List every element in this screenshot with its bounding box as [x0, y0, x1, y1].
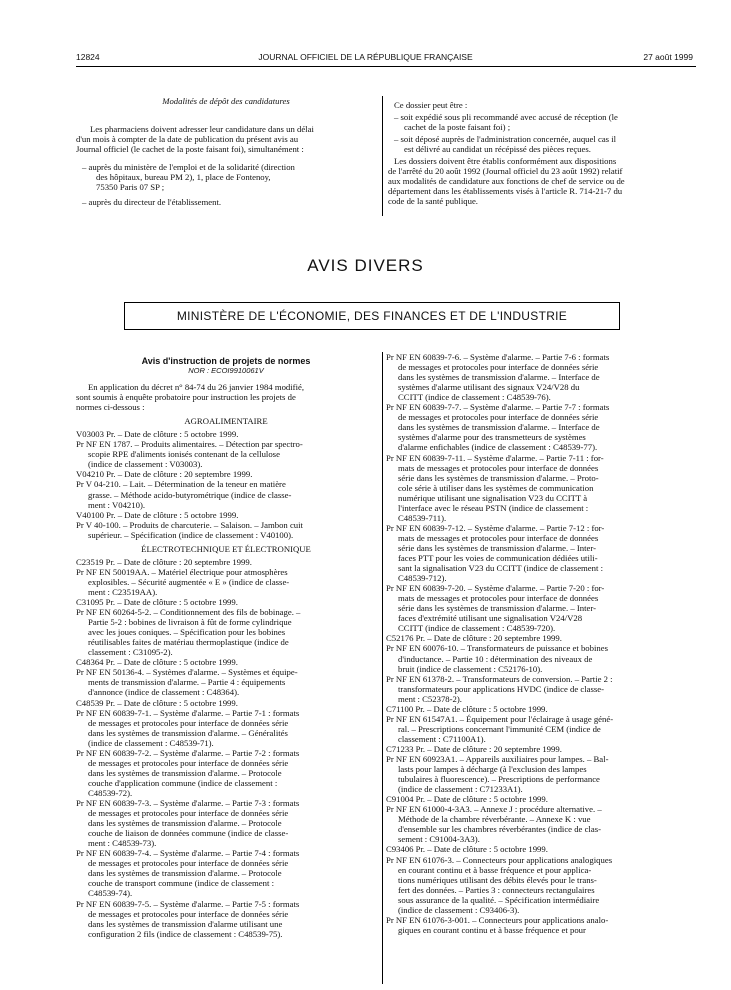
text-line: 75350 Paris 07 SP ; [96, 182, 165, 192]
text-line: couche de transport commune (indice de classement : [88, 878, 274, 889]
text-line: (indice de classement : C71233A1). [398, 784, 523, 795]
text-line: sont soumis à enquête probatoire pour instruction les projets de [76, 392, 296, 403]
text-line: C52176 Pr. – Date de clôture : 20 septembre 1999. [386, 633, 562, 644]
text-line: C48539-72). [88, 787, 133, 798]
text-line: Pr NF EN 60839-7-1. – Système d'alarme. – Partie 7-1 : formats [76, 707, 300, 718]
text-line: numérique utilisant une signalisation V23 du CCITT à [398, 492, 588, 503]
text-line: série dans les systèmes de transmission d'alarme. – Proto- [398, 472, 599, 483]
text-line: scopie RPE d'aliments ionisés contenant de la cellulose [88, 449, 280, 460]
text-line: C48539-712). [398, 573, 447, 584]
page-number: 12824 [76, 52, 100, 62]
text-line: Pr NF EN 1787. – Produits alimentaires. – Détection par spectro- [76, 439, 303, 450]
text-line: Ce dossier peut être : [394, 100, 468, 110]
text-line: Pr NF EN 60923A1. – Appareils auxiliaires pour lampes. – Bal- [386, 754, 609, 764]
text-line: explosibles. – Sécurité augmentée « E » (indice de classe- [88, 576, 290, 587]
candidature-heading: Modalités de dépôt des candidatures [162, 96, 290, 106]
text-line: Journal officiel (le cachet de la poste faisant foi), simultanément : [76, 144, 304, 154]
text-line: Pr NF EN 60839-7-6. – Système d'alarme. – Partie 7-6 : formats [386, 352, 610, 362]
text-line: de messages et protocoles pour interface de données série [88, 717, 289, 728]
notice-title: Avis d'instruction de projets de normes [141, 356, 311, 366]
text-line: dans les systèmes de transmission d'alarme. – Généralités [88, 727, 288, 738]
text-line: Pr NF EN 60839-7-2. – Système d'alarme. – Partie 7-2 : formats [76, 747, 300, 758]
text-line: lasts pour lampes à décharge (à l'exclusion des lampes [398, 764, 587, 775]
text-line: Pr NF EN 60264-5-2. – Conditionnement des fils de bobinage. – [76, 607, 301, 618]
text-line: de l'arrêté du 20 août 1992 (Journal officiel du 23 août 1992) relatif [388, 166, 623, 176]
text-line: série dans les systèmes de transmission d'alarme. – Inter- [398, 542, 597, 553]
text-line: département dans les établissements visés à l'article R. 714-21-7 du [388, 186, 623, 196]
text-line: C48364 Pr. – Date de clôture : 5 octobre 1999. [76, 657, 238, 668]
text-line: dans les systèmes de transmission d'alarme utilisant une [88, 918, 283, 929]
text-line: C93406 Pr. – Date de clôture : 5 octobre 1999. [386, 844, 548, 855]
text-line: de messages et protocoles pour interface de données série [398, 362, 599, 373]
text-line: systèmes d'alarme pour des transmetteurs de systèmes [398, 432, 586, 443]
text-line: Pr NF EN 61076-3. – Connecteurs pour applications analogiques [386, 854, 613, 865]
text-line: CCITT (indice de classement : C48539-76). [398, 392, 551, 403]
issue-date: 27 août 1999 [643, 52, 693, 62]
text-line: transformateurs pour applications HVDC (indice de classe- [398, 683, 605, 694]
text-line: normes ci-dessous : [76, 402, 145, 413]
text-line: ral. – Prescriptions concernant l'immunité CEM (indice de [398, 723, 601, 734]
text-line: V04210 Pr. – Date de clôture : 20 septembre 1999. [76, 469, 253, 480]
text-line: des hôpitaux, bureau PM 2), 1, place de Fontenoy, [96, 172, 271, 182]
text-line: fert des données. – Parties 3 : connecteurs rectangulaires [398, 884, 595, 895]
text-line: ment : C23519AA). [88, 586, 158, 597]
text-line: sement : C91004-3A3). [398, 834, 480, 845]
text-line: Pr NF EN 61547A1. – Équipement pour l'éclairage à usage géné- [386, 713, 614, 724]
text-line: Pr NF EN 60839-7-11. – Système d'alarme. – Partie 7-11 : for- [386, 452, 604, 463]
text-line: ment : C52378-2). [398, 693, 462, 704]
text-line: V03003 Pr. – Date de clôture : 5 octobre 1999. [76, 429, 239, 440]
text-line: série dans les systèmes de transmission d'alarme. – Inter- [398, 603, 597, 614]
text-line: C48539-74). [88, 888, 133, 899]
text-line: couche de liaison de données commune (indice de classe- [88, 828, 289, 839]
text-line: de messages et protocoles pour interface de données série [398, 412, 599, 423]
text-line: CCITT (indice de classement : C48539-720). [398, 623, 556, 634]
text-line: avec les joues coniques. – Spécification pour les bobines [88, 627, 286, 638]
text-line: classement : C71100A1). [398, 733, 486, 744]
text-line: dans les systèmes de transmission d'alarme. – Interface de [398, 372, 600, 383]
header-rule [76, 66, 696, 67]
text-line: mats de messages et protocoles pour interface de données [398, 532, 599, 543]
text-line: Pr NF EN 61076-3-001. – Connecteurs pour applications analo- [386, 914, 609, 925]
text-line: sant la signalisation V23 du CCITT (indice de classement : [398, 563, 604, 574]
text-line: Méthode de la chambre réverbérante. – Annexe K : vue [398, 814, 591, 825]
column-divider-top [382, 96, 383, 216]
text-line: Les pharmaciens doivent adresser leur candidature dans un délai [90, 124, 314, 134]
text-line: Pr NF EN 60076-10. – Transformateurs de puissance et bobines [386, 643, 608, 654]
text-line: – soit déposé auprès de l'administration concernée, auquel cas il [394, 134, 617, 144]
text-line: bruit (indice de classement : C52176-10). [398, 663, 543, 674]
text-line: ment : V04210). [88, 499, 146, 510]
text-line: tubulaires à fluorescence). – Prescriptions de performance [398, 774, 600, 785]
text-line: est délivré au candidat un récépissé des pièces reçues. [404, 144, 591, 154]
text-line: Partie 5-2 : bobines de livraison à fût de forme cylindrique [88, 617, 292, 628]
text-line: d'annonce (indice de classement : C48364). [88, 687, 240, 698]
text-line: Pr NF EN 60839-7-12. – Système d'alarme. – Partie 7-12 : for- [386, 522, 605, 533]
text-line: C71233 Pr. – Date de clôture : 20 septembre 1999. [386, 743, 562, 754]
text-line: réutilisables faites de matériau thermoplastique (indice de [88, 637, 289, 648]
journal-title: JOURNAL OFFICIEL DE LA RÉPUBLIQUE FRANÇAISE [258, 52, 473, 62]
text-line: de messages et protocoles pour interface de données série [88, 858, 289, 869]
text-line: V40100 Pr. – Date de clôture : 5 octobre 1999. [76, 509, 239, 520]
text-line: giques en courant continu et à basse fréquence et pour [398, 924, 586, 935]
text-line: de messages et protocoles pour interface de données série [88, 757, 289, 768]
text-line: C23519 Pr. – Date de clôture : 20 septembre 1999. [76, 556, 252, 567]
text-line: dans les systèmes de transmission d'alarme. – Protocole [88, 818, 282, 829]
text-line: Pr NF EN 50136-4. – Systèmes d'alarme. – Systèmes et équipe- [76, 667, 298, 678]
column-divider-main [382, 352, 383, 984]
text-line: dans les systèmes de transmission d'alarme. – Protocole [88, 868, 282, 879]
text-line: en courant continu et à basse fréquence et pour applica- [398, 864, 592, 875]
category-heading: ÉLECTROTECHNIQUE ET ÉLECTRONIQUE [141, 543, 311, 554]
text-line: grasse. – Méthode acido-butyrométrique (indice de classe- [88, 489, 292, 500]
text-line: Pr NF EN 60839-7-7. – Système d'alarme. – Partie 7-7 : formats [386, 402, 610, 413]
ministry-box [124, 302, 620, 330]
text-line: de messages et protocoles pour interface de données série [88, 808, 289, 819]
category-heading: AGROALIMENTAIRE [184, 416, 268, 427]
text-line: Pr NF EN 60839-7-5. – Système d'alarme. – Partie 7-5 : formats [76, 898, 300, 909]
text-line: d'ensemble sur les chambres réverbérantes (indice de clas- [398, 824, 601, 835]
text-line: dans les systèmes de transmission d'alarme. – Protocole [88, 767, 282, 778]
text-line: aux modalités de candidature aux fonctions de chef de service ou de [388, 176, 625, 186]
text-line: ment : C48539-73). [88, 838, 157, 849]
text-line: de messages et protocoles pour interface de données série [88, 908, 289, 919]
text-line: (indice de classement : V03003). [88, 459, 203, 470]
text-line: C91004 Pr. – Date de clôture : 5 octobre 1999. [386, 794, 548, 805]
text-line: sous assurance de la qualité. – Spécification intermédiaire [398, 894, 600, 905]
text-line: (indice de classement : C48539-71). [88, 737, 214, 748]
text-line: faces PTT pour les voies de communication dédiées utili- [398, 553, 598, 563]
text-line: – soit expédié sous pli recommandé avec accusé de réception (le [394, 112, 618, 122]
text-line: d'alarme enfichables (indice de classement : C48539-77). [398, 442, 598, 453]
text-line: C48539-711). [398, 512, 447, 523]
text-line: Pr V 40-100. – Produits de charcuterie. – Salaison. – Jambon cuit [76, 519, 303, 530]
text-line: classement : C31095-2). [88, 647, 173, 658]
text-line: systèmes d'alarme utilisant des signaux V24/V28 du [398, 382, 580, 393]
text-line: d'un mois à compter de la date de publication du présent avis au [76, 134, 299, 144]
text-line: C31095 Pr. – Date de clôture : 5 octobre 1999. [76, 597, 238, 607]
text-line: C71100 Pr. – Date de clôture : 5 octobre 1999. [386, 703, 548, 714]
text-line: Pr NF EN 61378-2. – Transformateurs de conversion. – Partie 2 : [386, 673, 613, 684]
text-line: tions numériques utilisant des débits élevés pour le trans- [398, 874, 597, 885]
text-line: Pr NF EN 50019AA. – Matériel électrique pour atmosphères [76, 566, 288, 577]
text-line: – auprès du directeur de l'établissement. [82, 197, 222, 207]
ministry-name: MINISTÈRE DE L'ÉCONOMIE, DES FINANCES ET DE L'INDUSTRIE [176, 309, 568, 323]
text-line: En application du décret n° 84-74 du 26 janvier 1984 modifié, [88, 382, 305, 392]
text-line: configuration 2 fils (indice de classement : C48539-75). [88, 928, 283, 939]
text-line: C48539 Pr. – Date de clôture : 5 octobre 1999. [76, 697, 238, 708]
text-line: mats de messages et protocoles pour interface de données [398, 593, 599, 604]
text-line: dans les systèmes de transmission d'alarme. – Interface de [398, 422, 600, 433]
text-line: Pr NF EN 61000-4-3A3. – Annexe J : procédure alternative. – [386, 804, 602, 815]
nor-reference: NOR : ECOI9910061V [188, 366, 264, 375]
section-title: AVIS DIVERS [307, 256, 424, 275]
text-line: l'interface avec le réseau PSTN (indice de classement : [398, 502, 589, 513]
text-line: Pr NF EN 60839-7-20. – Système d'alarme. – Partie 7-20 : for- [386, 583, 605, 594]
text-line: supérieur. – Spécification (indice de classement : V40100). [88, 529, 294, 540]
text-line: cole série à utiliser dans les systèmes de communication [398, 482, 594, 493]
text-line: d'inductance. – Partie 10 : détermination des niveaux de [398, 653, 593, 664]
text-line: Pr V 04-210. – Lait. – Détermination de la teneur en matière [76, 479, 286, 490]
text-line: cachet de la poste faisant foi) ; [404, 122, 511, 132]
text-line: Pr NF EN 60839-7-4. – Système d'alarme. – Partie 7-4 : formats [76, 848, 300, 859]
text-line: code de la santé publique. [388, 196, 478, 206]
text-line: Les dossiers doivent être établis conformément aux dispositions [394, 156, 617, 166]
text-line: Pr NF EN 60839-7-3. – Système d'alarme. – Partie 7-3 : formats [76, 798, 300, 808]
text-line: couche d'application commune (indice de classement : [88, 777, 278, 788]
text-line: – auprès du ministère de l'emploi et de la solidarité (direction [82, 162, 295, 172]
text-line: faces d'extrémité utilisant une signalisation V24/V28 [398, 613, 583, 624]
text-line: (indice de classement : C93406-3). [398, 904, 520, 915]
text-line: ments de transmission d'alarme. – Partie 4 : équipements [88, 677, 286, 688]
text-line: mats de messages et protocoles pour interface de données [398, 462, 599, 473]
